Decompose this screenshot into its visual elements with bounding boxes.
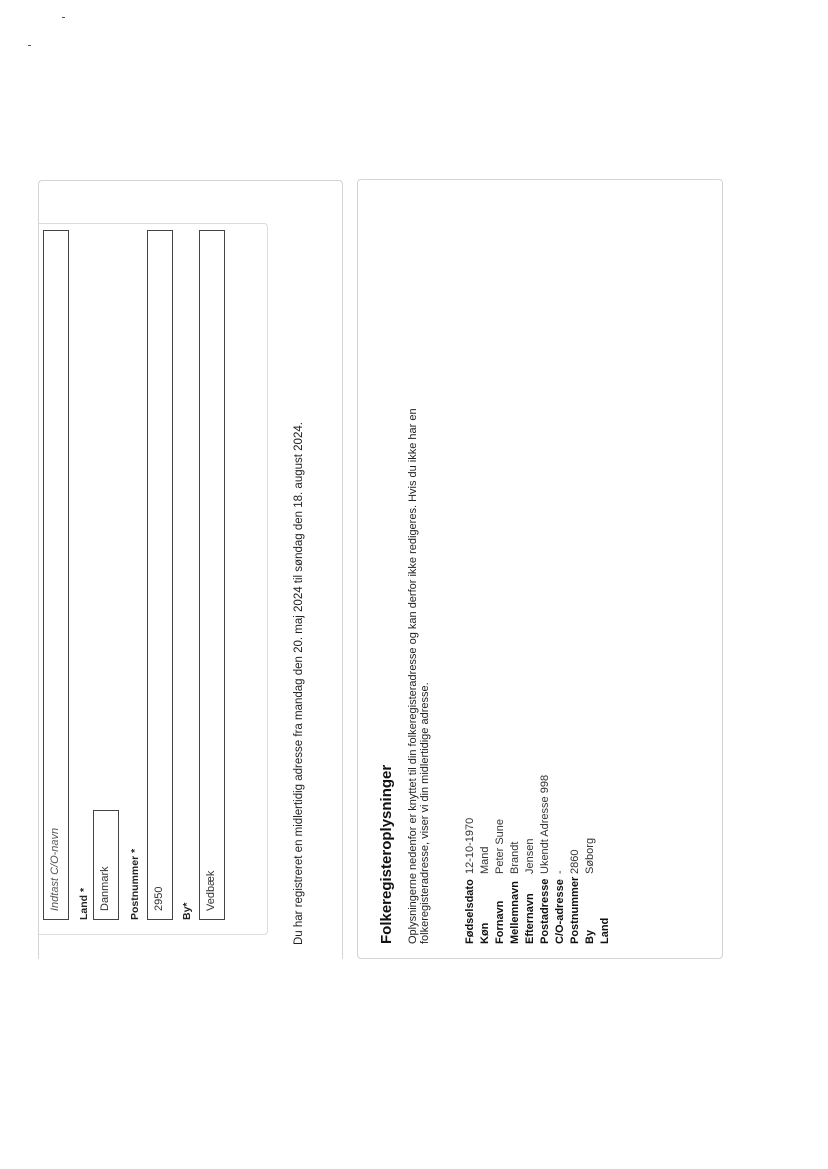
info-table	[463, 775, 613, 944]
info-value: Peter Sune	[494, 818, 506, 874]
info-value: Ukendt Adresse 998	[539, 774, 551, 874]
info-value: 12-10-1970	[464, 817, 476, 874]
info-key: Mellemnavn	[509, 881, 521, 944]
info-row	[553, 775, 568, 944]
postnummer-label: Postnummer *	[129, 848, 141, 920]
land-label: Land *	[78, 887, 90, 920]
info-value: Søborg	[584, 837, 596, 874]
by-label: By*	[181, 902, 193, 920]
postnummer-input[interactable]: 2950	[147, 230, 173, 920]
info-row	[493, 775, 508, 944]
by-input[interactable]: Vedbæk	[199, 230, 225, 920]
info-row	[523, 775, 538, 944]
info-row	[598, 775, 613, 944]
info-value: Mand	[479, 846, 491, 874]
info-key: Fornavn	[494, 900, 506, 944]
info-row	[538, 775, 553, 944]
address-form	[39, 223, 268, 935]
info-value: 2860	[569, 849, 581, 874]
info-key: By	[584, 929, 596, 944]
info-key: Postnummer	[569, 876, 581, 944]
co-name-input[interactable]: Indtast C/O-navn	[43, 230, 69, 920]
info-value: Jensen	[524, 838, 536, 874]
info-row	[508, 775, 523, 944]
info-row	[463, 775, 478, 944]
info-value: Brandt	[509, 841, 521, 874]
folkeregister-card	[357, 179, 723, 959]
info-key: Land	[599, 917, 611, 944]
folkeregister-title: Folkeregisteroplysninger	[378, 764, 395, 944]
info-key: Fødselsdato	[464, 879, 476, 944]
info-row	[568, 775, 583, 944]
info-key: C/O-adresse	[554, 879, 566, 944]
info-key: Efternavn	[524, 893, 536, 944]
info-row	[478, 775, 493, 944]
info-key: Køn	[479, 922, 491, 944]
temporary-address-notice: Du har registreret en midlertidig adresse fra mandag den 20. maj 2024 til søndag den 18. august 2024.	[293, 422, 305, 945]
info-value: -	[554, 870, 566, 874]
folkeregister-description: Oplysningerne nedenfor er knyttet til din folkeregisteradresse og kan derfor ikke redigeres. Hvis du ikke har en folkeregisteradresse, viser vi din midlertidige adresse.	[407, 408, 431, 944]
land-select[interactable]: Danmark	[93, 810, 119, 920]
info-key: Postadresse	[539, 878, 551, 944]
info-row	[583, 775, 598, 944]
address-card	[38, 180, 343, 959]
